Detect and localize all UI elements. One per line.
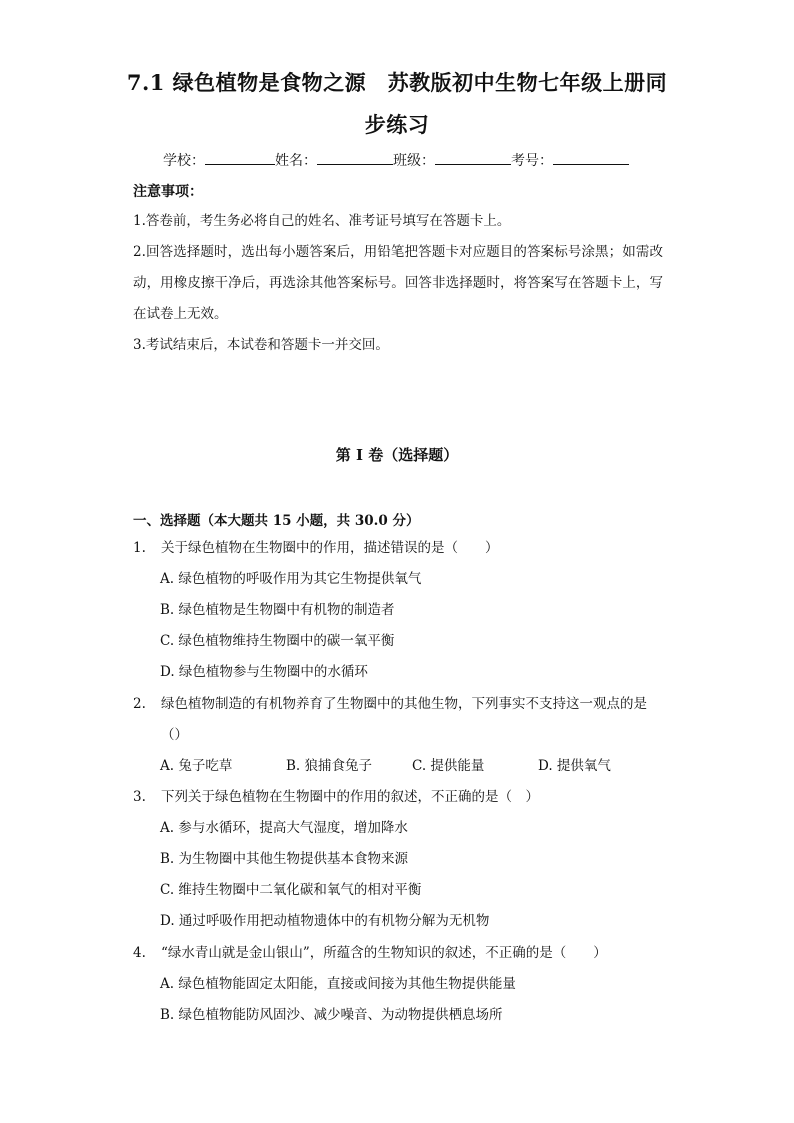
school-label: 学校：: [163, 153, 205, 169]
notice-title: 注意事项：: [133, 184, 203, 200]
question-2: [133, 689, 663, 751]
number-label: 考号：: [511, 153, 553, 169]
question-4: [133, 938, 663, 969]
q3-option-b[interactable]: B. 为生物圈中其他生物提供基本食物来源: [160, 851, 409, 867]
q3-option-a[interactable]: A. 参与水循环，提高大气湿度，增加降水: [160, 820, 408, 836]
q2-option-c[interactable]: C. 提供能量: [412, 758, 485, 774]
question-stem: 下列关于绿色植物在生物圈中的作用的叙述，不正确的是（ ）: [161, 789, 539, 805]
notice-item-1: 1.答卷前，考生务必将自己的姓名、准考证号填写在答题卡上。: [133, 213, 511, 229]
q2-option-a[interactable]: A. 兔子吃草: [160, 758, 233, 774]
notice-item-2: 2.回答选择题时，选出每小题答案后，用铅笔把答题卡对应题目的答案标号涂黑；如需改动，用橡皮擦干净后，再选涂其他答案标号。回答非选择题时，将答案写在答题卡上，写在试卷上无效。: [133, 244, 663, 322]
title-line-2: 步练习: [364, 112, 430, 137]
school-blank[interactable]: [205, 150, 275, 165]
q3-option-d[interactable]: D. 通过呼吸作用把动植物遗体中的有机物分解为无机物: [160, 913, 490, 929]
section-title: 第 I 卷（选择题）: [335, 446, 459, 464]
question-3: [133, 782, 663, 813]
q1-option-c[interactable]: C. 绿色植物维持生物圈中的碳一氧平衡: [160, 633, 395, 649]
q4-option-b[interactable]: B. 绿色植物能防风固沙、减少噪音、为动物提供栖息场所: [160, 1007, 503, 1023]
class-blank[interactable]: [435, 150, 511, 165]
question-stem: 关于绿色植物在生物圈中的作用，描述错误的是（ ）: [161, 540, 499, 556]
q1-option-b[interactable]: B. 绿色植物是生物圈中有机物的制造者: [160, 602, 395, 618]
question-number: 1.: [133, 540, 146, 556]
q2-option-d[interactable]: D. 提供氧气: [538, 758, 611, 774]
q2-option-b[interactable]: B. 狼捕食兔子: [286, 758, 373, 774]
notice-item-3: 3.考试结束后，本试卷和答题卡一并交回。: [133, 337, 389, 353]
name-blank[interactable]: [317, 150, 393, 165]
page-title: [120, 62, 674, 146]
part-title: 一、选择题（本大题共 15 小题，共 30.0 分）: [133, 513, 420, 529]
question-number: 3.: [133, 789, 146, 805]
student-info-line: [163, 150, 629, 171]
number-blank[interactable]: [553, 150, 629, 165]
class-label: 班级：: [393, 153, 435, 169]
question-stem: “绿水青山就是金山银山”，所蕴含的生物知识的叙述，不正确的是（ ）: [161, 945, 607, 961]
question-number: 4.: [133, 945, 146, 961]
title-line-1: 7.1 绿色植物是食物之源 苏教版初中生物七年级上册同: [126, 70, 668, 95]
q3-option-c[interactable]: C. 维持生物圈中二氧化碳和氧气的相对平衡: [160, 882, 422, 898]
q4-option-a[interactable]: A. 绿色植物能固定太阳能，直接或间接为其他生物提供能量: [160, 976, 516, 992]
q2-options-row: [160, 751, 611, 782]
question-stem: 绿色植物制造的有机物养育了生物圈中的其他生物，下列事实不支持这一观点的是（）: [161, 696, 647, 743]
question-number: 2.: [133, 696, 146, 712]
q1-option-a[interactable]: A. 绿色植物的呼吸作用为其它生物提供氧气: [160, 571, 422, 587]
name-label: 姓名：: [275, 153, 317, 169]
q1-option-d[interactable]: D. 绿色植物参与生物圈中的水循环: [160, 664, 368, 680]
question-1: [133, 533, 663, 564]
